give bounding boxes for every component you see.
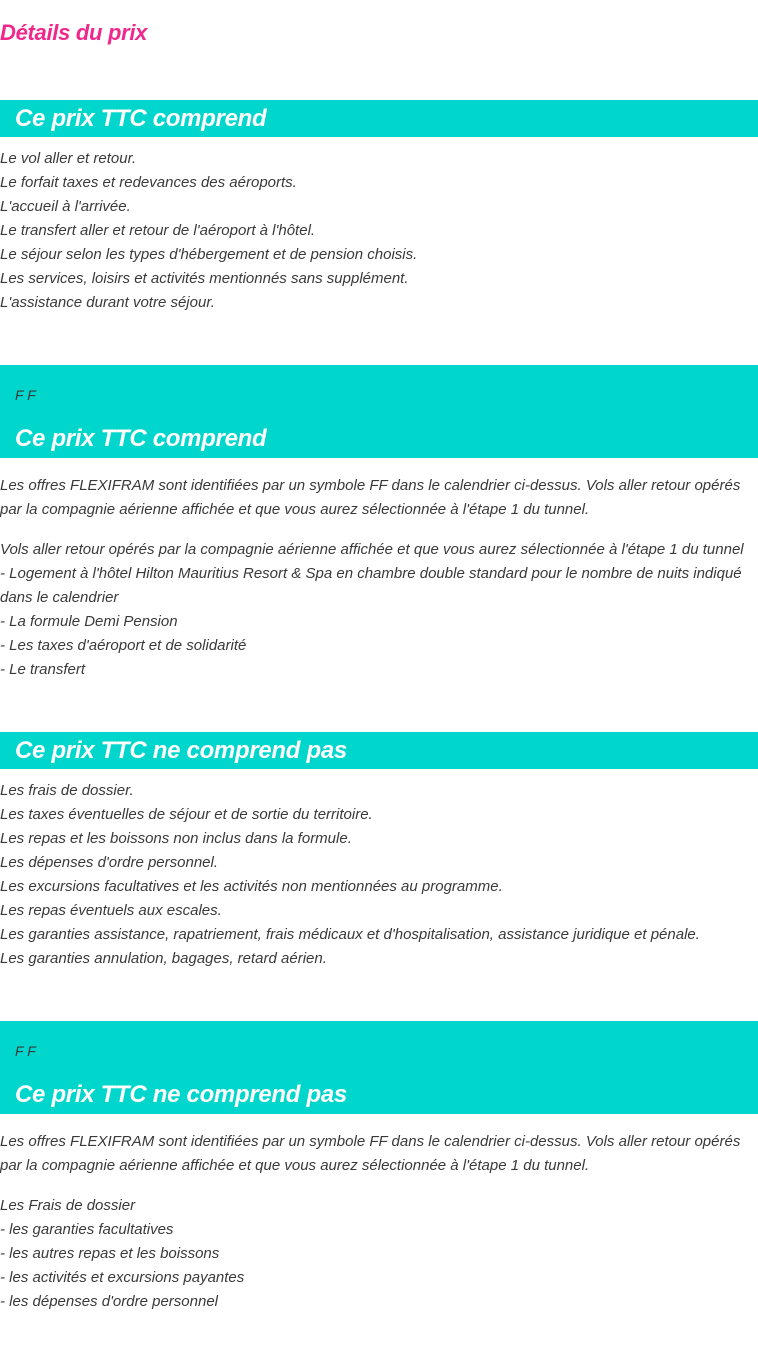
flexifram-includes-section xyxy=(0,365,758,458)
list-item: Les frais de dossier. xyxy=(0,782,134,799)
list-item: Les taxes éventuelles de séjour et de sortie du territoire. xyxy=(0,806,373,823)
section-banner xyxy=(0,100,758,137)
list-item: Les services, loisirs et activités mentionnés sans supplément. xyxy=(0,270,409,287)
list-item: Les dépenses d'ordre personnel. xyxy=(0,854,219,871)
excludes-list xyxy=(0,779,756,971)
list-item: L'accueil à l'arrivée. xyxy=(0,198,131,215)
ff-tag: F F xyxy=(15,1043,36,1059)
list-item: Les garanties annulation, bagages, retard aérien. xyxy=(0,950,327,967)
list-item: L'assistance durant votre séjour. xyxy=(0,294,215,311)
includes-list xyxy=(0,147,756,315)
section-heading: Ce prix TTC ne comprend pas xyxy=(15,1081,347,1108)
section-heading: Ce prix TTC comprend xyxy=(15,105,267,132)
list-item: Les repas éventuels aux escales. xyxy=(0,902,222,919)
flexifram-intro: Les offres FLEXIFRAM sont identifiées par un symbole FF dans le calendrier ci-dessus. Vols aller retour opérés par la compagnie aérienne affichée et que vous aurez sélectionnée à l'étape 1 du tunnel. xyxy=(0,477,741,518)
flexifram-intro: Les offres FLEXIFRAM sont identifiées par un symbole FF dans le calendrier ci-dessus. Vols aller retour opérés par la compagnie aérienne affichée et que vous aurez sélectionnée à l'étape 1 du tunnel. xyxy=(0,1133,741,1174)
flexifram-detail: Vols aller retour opérés par la compagnie aérienne affichée et que vous aurez sélectionnée à l'étape 1 du tunnel - Logement à l'hôtel Hilton Mauritius Resort & Spa en chambre double standard pour le nombre de nuits indiqué dans le calendrier - La formule Demi Pension - Les taxes d'aéroport et de solidarité - Le transfert xyxy=(0,541,744,678)
list-item: Les repas et les boissons non inclus dans la formule. xyxy=(0,830,352,847)
ff-tag: F F xyxy=(15,387,36,403)
flexifram-excludes-section xyxy=(0,1021,758,1114)
section-heading: Ce prix TTC comprend xyxy=(15,425,267,452)
section-banner xyxy=(0,1021,758,1114)
list-item: Le transfert aller et retour de l'aéroport à l'hôtel. xyxy=(0,222,316,239)
list-item: Le séjour selon les types d'hébergement et de pension choisis. xyxy=(0,246,418,263)
section-banner xyxy=(0,365,758,458)
page-title: Détails du prix xyxy=(0,20,148,45)
list-item: Les excursions facultatives et les activités non mentionnées au programme. xyxy=(0,878,503,895)
excludes-section xyxy=(0,732,758,769)
list-item: Le forfait taxes et redevances des aéroports. xyxy=(0,174,297,191)
section-banner xyxy=(0,732,758,769)
list-item: Les garanties assistance, rapatriement, frais médicaux et d'hospitalisation, assistance juridique et pénale. xyxy=(0,926,700,943)
flexifram-detail: Les Frais de dossier - les garanties facultatives - les autres repas et les boissons - les activités et excursions payantes - les dépenses d'ordre personnel xyxy=(0,1197,245,1310)
includes-section xyxy=(0,100,758,137)
list-item: Le vol aller et retour. xyxy=(0,150,137,167)
section-heading: Ce prix TTC ne comprend pas xyxy=(15,737,347,764)
